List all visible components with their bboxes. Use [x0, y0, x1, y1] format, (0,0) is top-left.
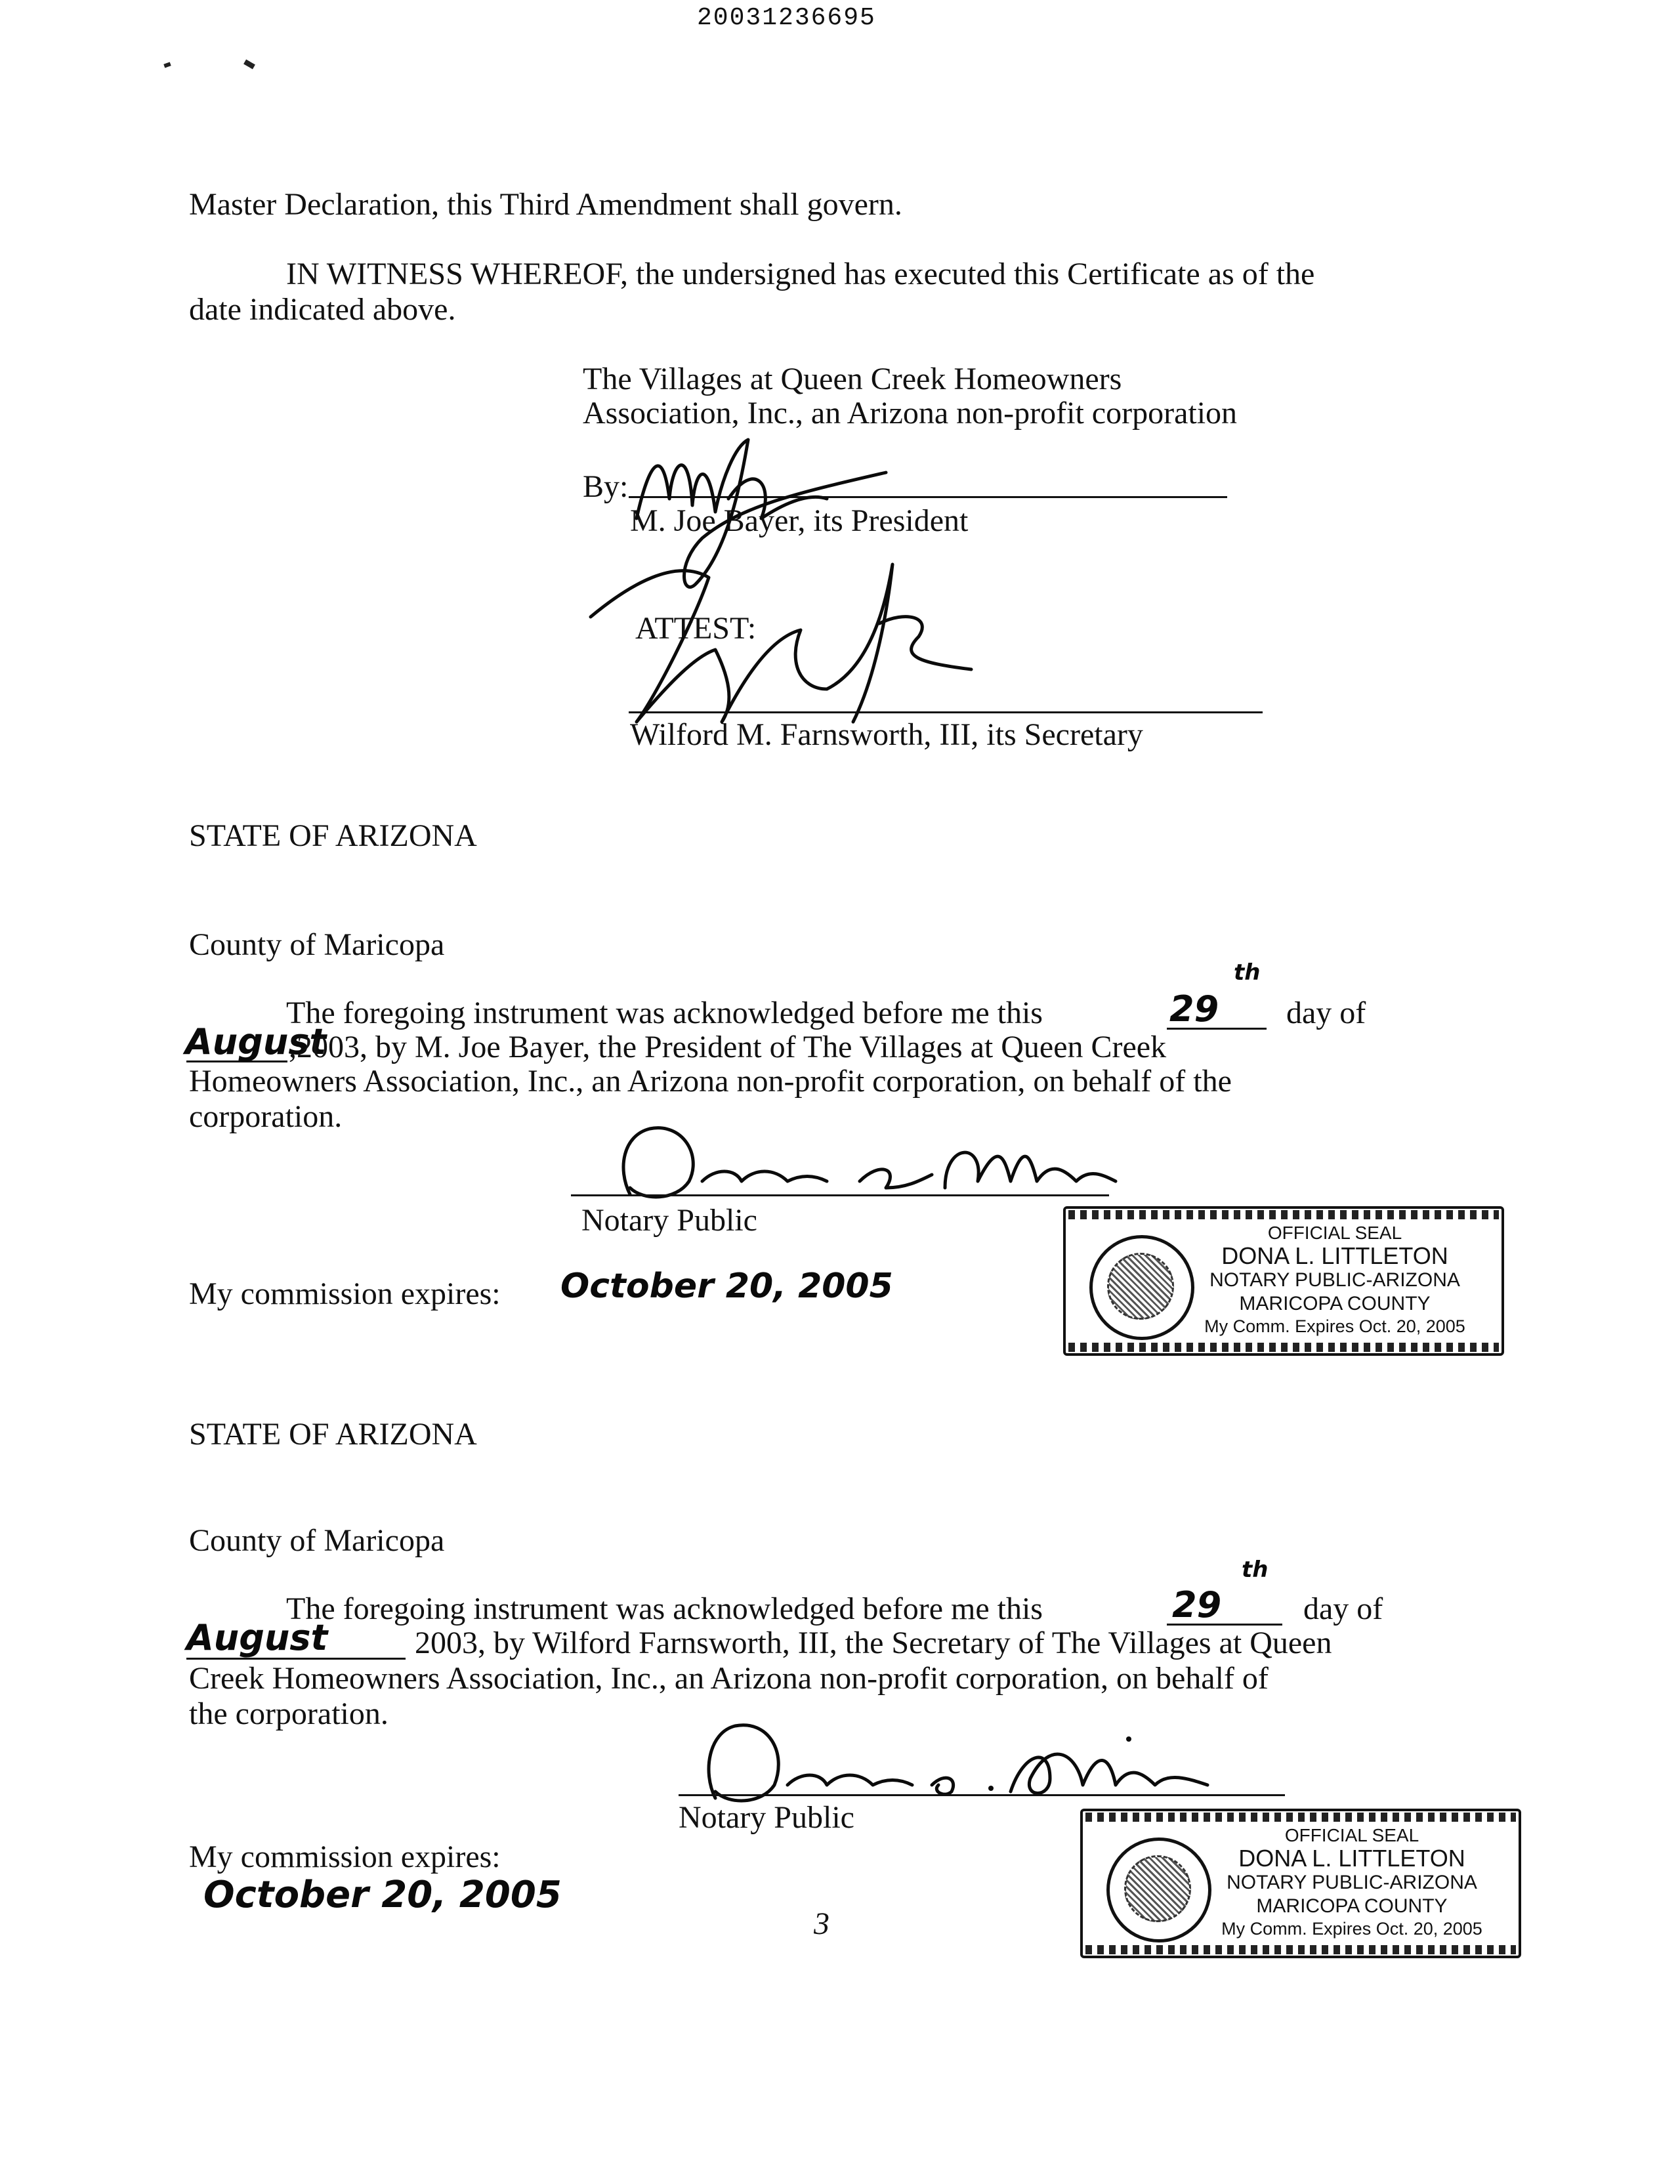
ack2-notary-label: Notary Public — [679, 1800, 854, 1835]
ack2-commission-handwritten: October 20, 2005 — [203, 1874, 562, 1916]
arizona-state-seal-icon — [1106, 1838, 1211, 1942]
notary-signature-line-2 — [679, 1794, 1285, 1796]
ack2-day-handwritten: 29 — [1172, 1584, 1222, 1626]
witness-line-2: date indicated above. — [189, 292, 456, 327]
seal-role: NOTARY PUBLIC-ARIZONA — [1227, 1872, 1477, 1893]
association-line-2: Association, Inc., an Arizona non-profit corporation — [583, 396, 1238, 430]
ack1-month-handwritten: August — [185, 1021, 327, 1062]
seal-name: DONA L. LITTLETON — [1238, 1845, 1465, 1872]
seal-role: NOTARY PUBLIC-ARIZONA — [1209, 1269, 1460, 1291]
association-line-1: The Villages at Queen Creek Homeowners — [583, 362, 1122, 396]
ack1-commission-handwritten: October 20, 2005 — [560, 1267, 893, 1306]
secretary-signature — [578, 525, 998, 735]
notary-signature-1 — [578, 1116, 1155, 1208]
ack1-state: STATE OF ARIZONA — [189, 818, 477, 853]
document-number: 20031236695 — [697, 4, 876, 32]
seal-border — [1085, 1945, 1516, 1954]
ack2-line-2: 2003, by Wilford Farnsworth, III, the Secretary of The Villages at Queen — [415, 1626, 1332, 1660]
ack1-line-3: Homeowners Association, Inc., an Arizona non-profit corporation, on behalf of the — [189, 1064, 1232, 1099]
president-name: M. Joe Bayer, its President — [630, 503, 969, 538]
seal-border — [1068, 1343, 1499, 1352]
seal-name: DONA L. LITTLETON — [1221, 1242, 1448, 1269]
attest-label: ATTEST: — [635, 611, 757, 646]
notary-seal-1 — [1063, 1206, 1504, 1356]
ack1-commission-label: My commission expires: — [189, 1276, 501, 1311]
ack2-commission-label: My commission expires: — [189, 1839, 501, 1874]
ack1-line-4: corporation. — [189, 1099, 343, 1134]
scan-speck — [243, 60, 255, 70]
ack1-county: County of Maricopa — [189, 927, 445, 962]
seal-title: OFFICIAL SEAL — [1267, 1223, 1402, 1243]
ack1-line-1-end: day of — [1286, 996, 1366, 1030]
seal-expires: My Comm. Expires Oct. 20, 2005 — [1221, 1919, 1482, 1939]
page-number: 3 — [814, 1906, 830, 1941]
ack2-state: STATE OF ARIZONA — [189, 1417, 477, 1452]
seal-border — [1068, 1210, 1499, 1219]
ack1-line-1: The foregoing instrument was acknowledged before me this — [286, 996, 1043, 1030]
secretary-name: Wilford M. Farnsworth, III, its Secretary — [630, 717, 1143, 752]
ack2-month-handwritten: August — [186, 1617, 328, 1658]
ack2-line-1: The foregoing instrument was acknowledged before me this — [286, 1591, 1043, 1626]
notary-seal-2 — [1080, 1809, 1521, 1958]
seal-border — [1085, 1813, 1516, 1822]
witness-line-1: IN WITNESS WHEREOF, the undersigned has executed this Certificate as of the — [286, 257, 1315, 291]
scan-speck — [163, 62, 171, 68]
by-label: By: — [583, 469, 629, 504]
ack2-line-1-end: day of — [1303, 1591, 1383, 1626]
notary-signature-2 — [682, 1713, 1260, 1811]
ack2-county: County of Maricopa — [189, 1523, 445, 1558]
seal-county: MARICOPA COUNTY — [1256, 1895, 1448, 1917]
closing-paragraph: Master Declaration, this Third Amendment shall govern. — [189, 187, 902, 222]
ack1-notary-label: Notary Public — [581, 1203, 757, 1238]
ack2-line-3: Creek Homeowners Association, Inc., an Arizona non-profit corporation, on behalf of — [189, 1661, 1269, 1696]
seal-county: MARICOPA COUNTY — [1239, 1293, 1431, 1314]
ack2-line-4: the corporation. — [189, 1696, 388, 1731]
ack2-day-suffix: th — [1242, 1557, 1269, 1583]
ack1-day-handwritten: 29 — [1169, 988, 1219, 1030]
ack1-day-suffix: th — [1234, 959, 1261, 986]
ack1-line-2: ,2003, by M. Joe Bayer, the President of The Villages at Queen Creek — [289, 1030, 1167, 1064]
arizona-state-seal-icon — [1089, 1235, 1194, 1340]
notary-signature-line-1 — [571, 1194, 1109, 1196]
seal-expires: My Comm. Expires Oct. 20, 2005 — [1204, 1316, 1465, 1336]
seal-title: OFFICIAL SEAL — [1284, 1825, 1419, 1845]
